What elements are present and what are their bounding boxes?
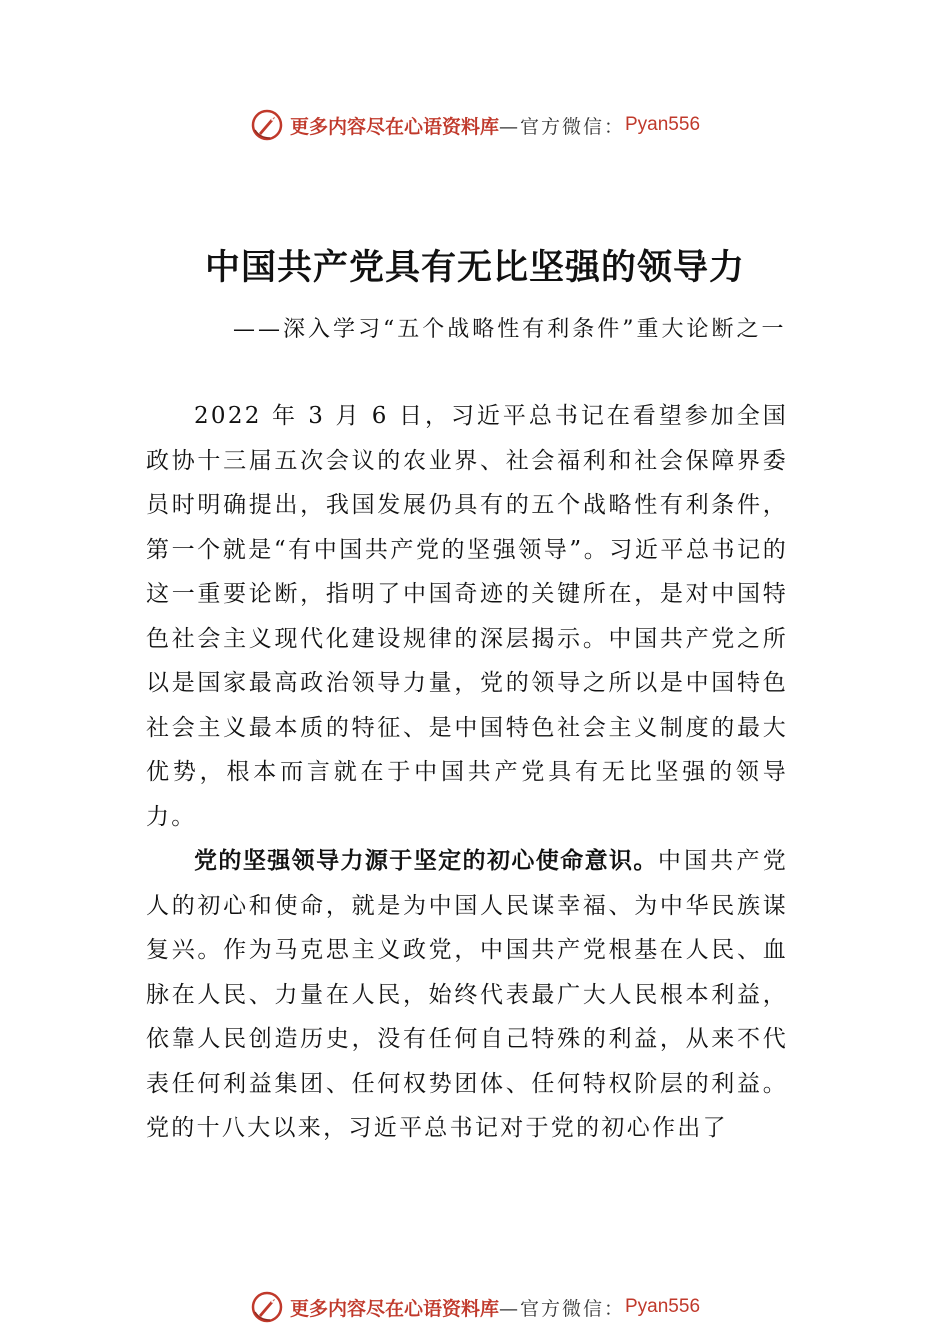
paragraph-lead: 党的坚强领导力源于坚定的初心使命意识。 xyxy=(194,848,658,874)
watermark-brand-text: 更多内容尽在心语资料库 xyxy=(289,115,499,138)
watermark-separator-text: —官方微信： xyxy=(498,115,625,138)
paragraph-leadership-source xyxy=(146,839,788,1151)
watermark-separator-text: —官方微信： xyxy=(498,1297,625,1320)
document-body xyxy=(146,394,788,1151)
footer-watermark xyxy=(0,1290,950,1324)
fountain-pen-logo-icon xyxy=(250,1290,284,1324)
watermark-brand-text: 更多内容尽在心语资料库 xyxy=(289,1297,499,1320)
paragraph-text: 2022 年 3 月 6 日，习近平总书记在看望参加全国政协十三届五次会议的农业界、社会福利和社会保障界委员时明确提出，我国发展仍具有的五个战略性有利条件，第一个就是“有中国共产党的坚强领导”。习近平总书记的这一重要论断，指明了中国奇迹的关键所在，是对中国特色社会主义现代化建设规律的深层揭示。中国共产党之所以是国家最高政治领导力量，党的领导之所以是中国特色社会主义最本质的特征、是中国特色社会主义制度的最大优势，根本而言就在于中国共产党具有无比坚强的领导力。 xyxy=(146,403,788,830)
paragraph-text: 中国共产党人的初心和使命，就是为中国人民谋幸福、为中华民族谋复兴。作为马克思主义政党，中国共产党根基在人民、血脉在人民、力量在人民，始终代表最广大人民根本利益，依靠人民创造历史，没有任何自己特殊的利益，从来不代表任何利益集团、任何权势团体、任何特权阶层的利益。党的十八大以来，习近平总书记对于党的初心作出了 xyxy=(146,848,789,1141)
watermark-wechat-id: Pyan556 xyxy=(625,1296,701,1317)
document-subtitle: ——深入学习“五个战略性有利条件”重大论断之一 xyxy=(233,317,787,342)
watermark-wechat-id: Pyan556 xyxy=(625,114,701,135)
header-watermark xyxy=(0,108,950,142)
fountain-pen-logo-icon xyxy=(250,108,284,142)
document-title: 中国共产党具有无比坚强的领导力 xyxy=(204,247,745,288)
paragraph-intro xyxy=(146,394,788,839)
